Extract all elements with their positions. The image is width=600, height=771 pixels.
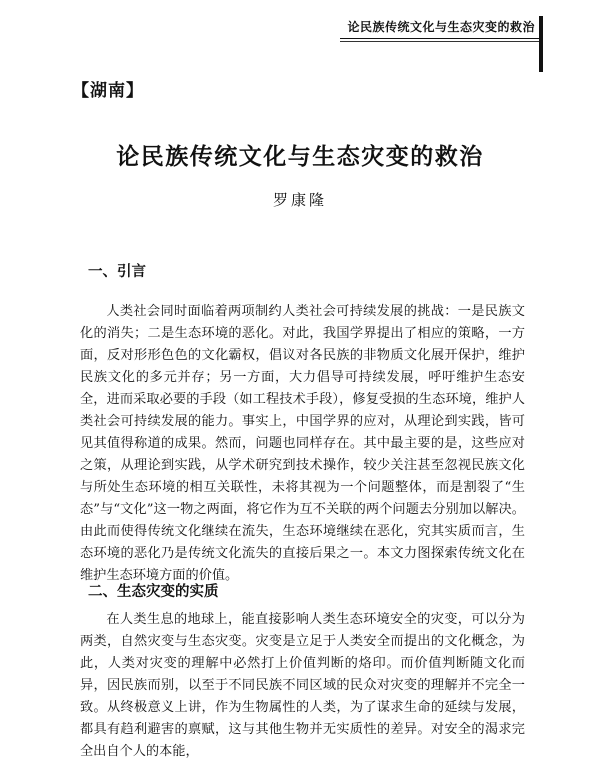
section-body-disaster: 在人类生息的地球上，能直接影响人类生态环境安全的灾变，可以分为两类，自然灾变与生态灾变。灾变是立足于人类安全而提出的文化概念，为此，人类对灾变的理解中必然打上价值判断的烙印。而价值判断随文化而异，因民族而别，以至于不同民族不同区域的民众对灾变的理解并不完全一致。从终极意义上讲，作为生物属性的人类，为了谋求生命的延续与发展，都具有趋利避害的禀赋，这与其他生物并无实质性的差异。对安全的渴求完全出自个人的本能，	[80, 612, 525, 759]
column-tag: 【湖南】	[72, 81, 144, 101]
author-name: 罗康隆	[272, 191, 327, 209]
running-head: 论民族传统文化与生态灾变的救治	[347, 20, 535, 34]
article-title: 论民族传统文化与生态灾变的救治	[116, 143, 484, 170]
header-vertical-bar	[539, 16, 543, 72]
header-rule	[340, 38, 540, 39]
section-body-intro: 人类社会同时面临着两项制约人类社会可持续发展的挑战：一是民族文化的消失；二是生态环境的恶化。对此，我国学界提出了相应的策略，一方面，反对形形色色的文化霸权，倡议对各民族的非物质文化展开保护，维护民族文化的多元并存；另一方面，大力倡导可持续发展，呼吁维护生态安全，进而采取必要的手段（如工程技术手段），修复受损的生态环境，维护人类社会可持续发展的能力。事实上，中国学界的应对，从理论到实践，皆可见其值得称道的成果。然而，问题也同样存在。其中最主要的是，这些应对之策，从理论到实践，从学术研究到技术操作，较少关注甚至忽视民族文化与所处生态环境的相互关联性，未将其视为一个问题整体，而是割裂了“生态”与“文化”这一物之两面，将它作为互不关联的两个问题去分别加以解决。由此而使得传统文化继续在流失，生态环境继续在恶化，究其实质而言，生态环境的恶化乃是传统文化流失的直接后果之一。本文力图探索传统文化在维护生态环境方面的价值。	[80, 304, 525, 583]
section-heading-disaster: 二、生态灾变的实质	[88, 584, 219, 600]
section-heading-intro: 一、引言	[88, 264, 146, 280]
header-rule-thin	[340, 41, 540, 42]
